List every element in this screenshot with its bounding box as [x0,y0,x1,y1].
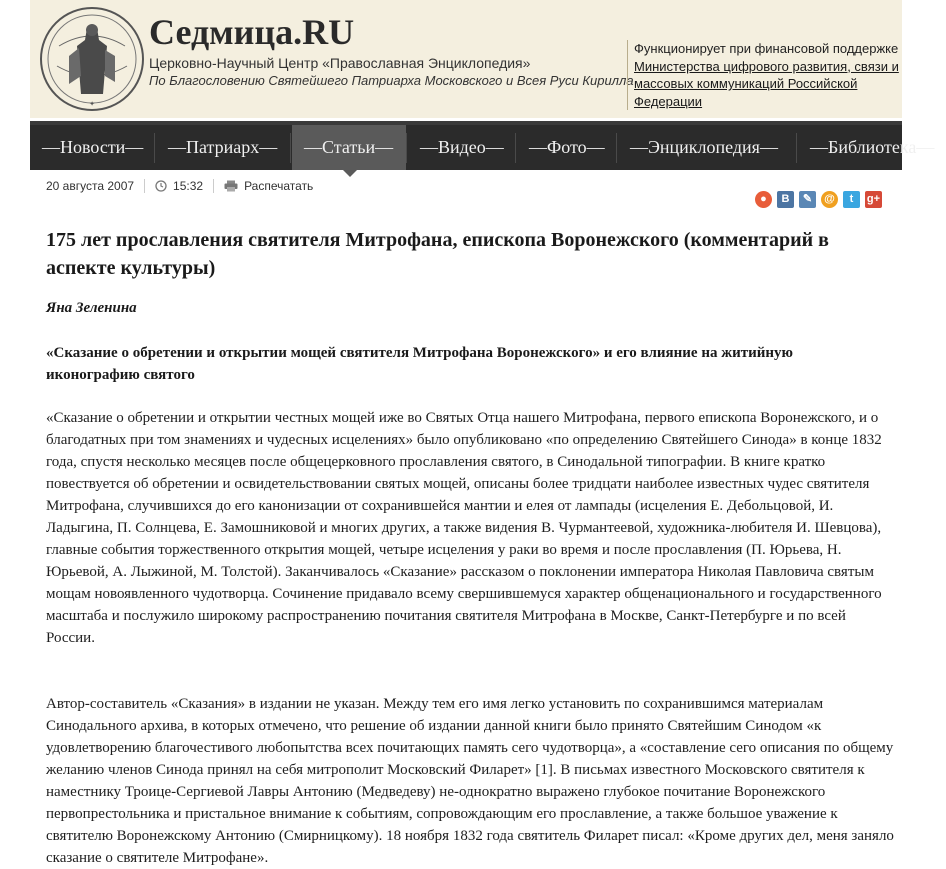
google-plus-icon[interactable]: g+ [865,191,882,208]
article-paragraph: «Сказание о обретении и открытии честных мощей иже во Святых Отца нашего Митрофана, первого епископа Воронежского, и о благодатных при том знамениях и чудесных исцелениях» было опубликовано «по определению Святейшего Синода» в конце 1832 года, спустя несколько месяцев после общецерковного прославления святого, в Синодальной типографии. В книге кратко повествуется об обретении и освидетельствовании святых мощей, описаны более тридцати наиболее известных чудес святителя Митрофана, случившихся до его канонизации от сохранившейся мантии и елея от лампады (исцеления Е. Дебольцовой, И. Ладыгина, П. Солнцева, Е. Замошниковой и многих других, а также видения В. Чурмантеевой, художника-любителя И. Шевцова), главные события торжественного открытия мощей, четыре исцеления у раки во время и после прославления (П. Юрьева, Н. Юрьевой, А. Лыжиной, М. Толстой). Заканчивалось «Сказание» рассказом о поклонении императора Николая Павловича святым мощам новоявленного чудотворца. Сочинение придавало всему свершившемуся характер общенационального и государственного масштаба и послужило широкому распространению почитания святителя Митрофана в Москве, Санкт-Петербурге и по всей России. [46,410,882,646]
funding-note [627,40,909,110]
funding-lead: Функционирует при финансовой поддержке [634,41,899,56]
site-subtitle: Церковно-Научный Центр «Православная Энциклопедия» [149,55,531,71]
print-link[interactable]: Распечатать [244,179,314,193]
odnoklassniki-icon[interactable]: ● [755,191,772,208]
nav-separator [154,133,155,163]
nav-separator [616,133,617,163]
article-subheading: «Сказание о обретении и открытии мощей святителя Митрофана Воронежского» и его влияние на житийную иконографию святого [46,345,793,383]
main-nav [30,121,935,170]
nav-item-video[interactable]: —Видео— [420,137,504,157]
meta-divider [144,179,145,193]
article-time: 15:32 [173,179,204,193]
article-meta [46,178,313,194]
article-paragraph: Автор-составитель «Сказания» в издании не указан. Между тем его имя легко установить по сохранившимся материалам Синодального архива, в которых отмечено, что решение об издании данной книги было принято Святейшим Синодом «к удовлетворению благочестивого любопытства всех почитающих память сего чудотворца», а «составление сего описания по общему желанию членов Синода принял на себя митрополит Московский Филарет» [1]. В письмах известного Московского святителя к наместнику Троице-Сергиевой Лавры Антонию (Медведеву) не-однократно выражено глубокое почитание Воронежского первопрестольника и пристальное внимание к событиям, сопровождающим его прославление, а также большое уважение к святителю Воронежскому Антонию (Смирницкому). 18 ноября 1832 года святитель Филарет писал: «Кроме других дел, меня заняло сказание о святителе Митрофане». [46,696,894,866]
clock-icon [155,180,167,192]
nav-item-articles[interactable]: —Статьи— [292,125,406,170]
nav-item-library[interactable]: —Библиотека— [810,137,935,157]
site-title[interactable]: Седмица.RU [149,12,355,52]
nav-separator [796,133,797,163]
nav-item-encyclopedia[interactable]: —Энциклопедия— [630,137,778,157]
site-blessing: По Благословению Святейшего Патриарха Московского и Всея Руси Кирилла [149,73,634,88]
nav-separator [290,133,291,163]
printer-icon[interactable] [224,180,238,192]
nav-item-patriarch[interactable]: —Патриарх— [168,137,278,157]
share-bar [755,191,883,208]
article-author: Яна Зеленина [46,300,137,316]
mailru-icon[interactable]: @ [821,191,838,208]
nav-separator [515,133,516,163]
svg-text:✦: ✦ [89,100,95,108]
vkontakte-icon[interactable]: В [777,191,794,208]
article-title: 175 лет прославления святителя Митрофана, епископа Воронежского (комментарий в аспекте культуры) [46,229,829,279]
nav-item-news[interactable]: —Новости— [42,137,144,157]
nav-separator [406,133,407,163]
article-date: 20 августа 2007 [46,179,135,193]
livejournal-icon[interactable]: ✎ [799,191,816,208]
nav-active-pointer [343,170,357,177]
site-header [30,0,902,118]
ministry-link[interactable]: Министерства цифрового развития, связи и массовых коммуникаций Российской Федерации [634,58,899,109]
nav-item-photo[interactable]: —Фото— [529,137,605,157]
twitter-icon[interactable]: t [843,191,860,208]
meta-divider [213,179,214,193]
site-logo-icon[interactable] [39,6,145,112]
